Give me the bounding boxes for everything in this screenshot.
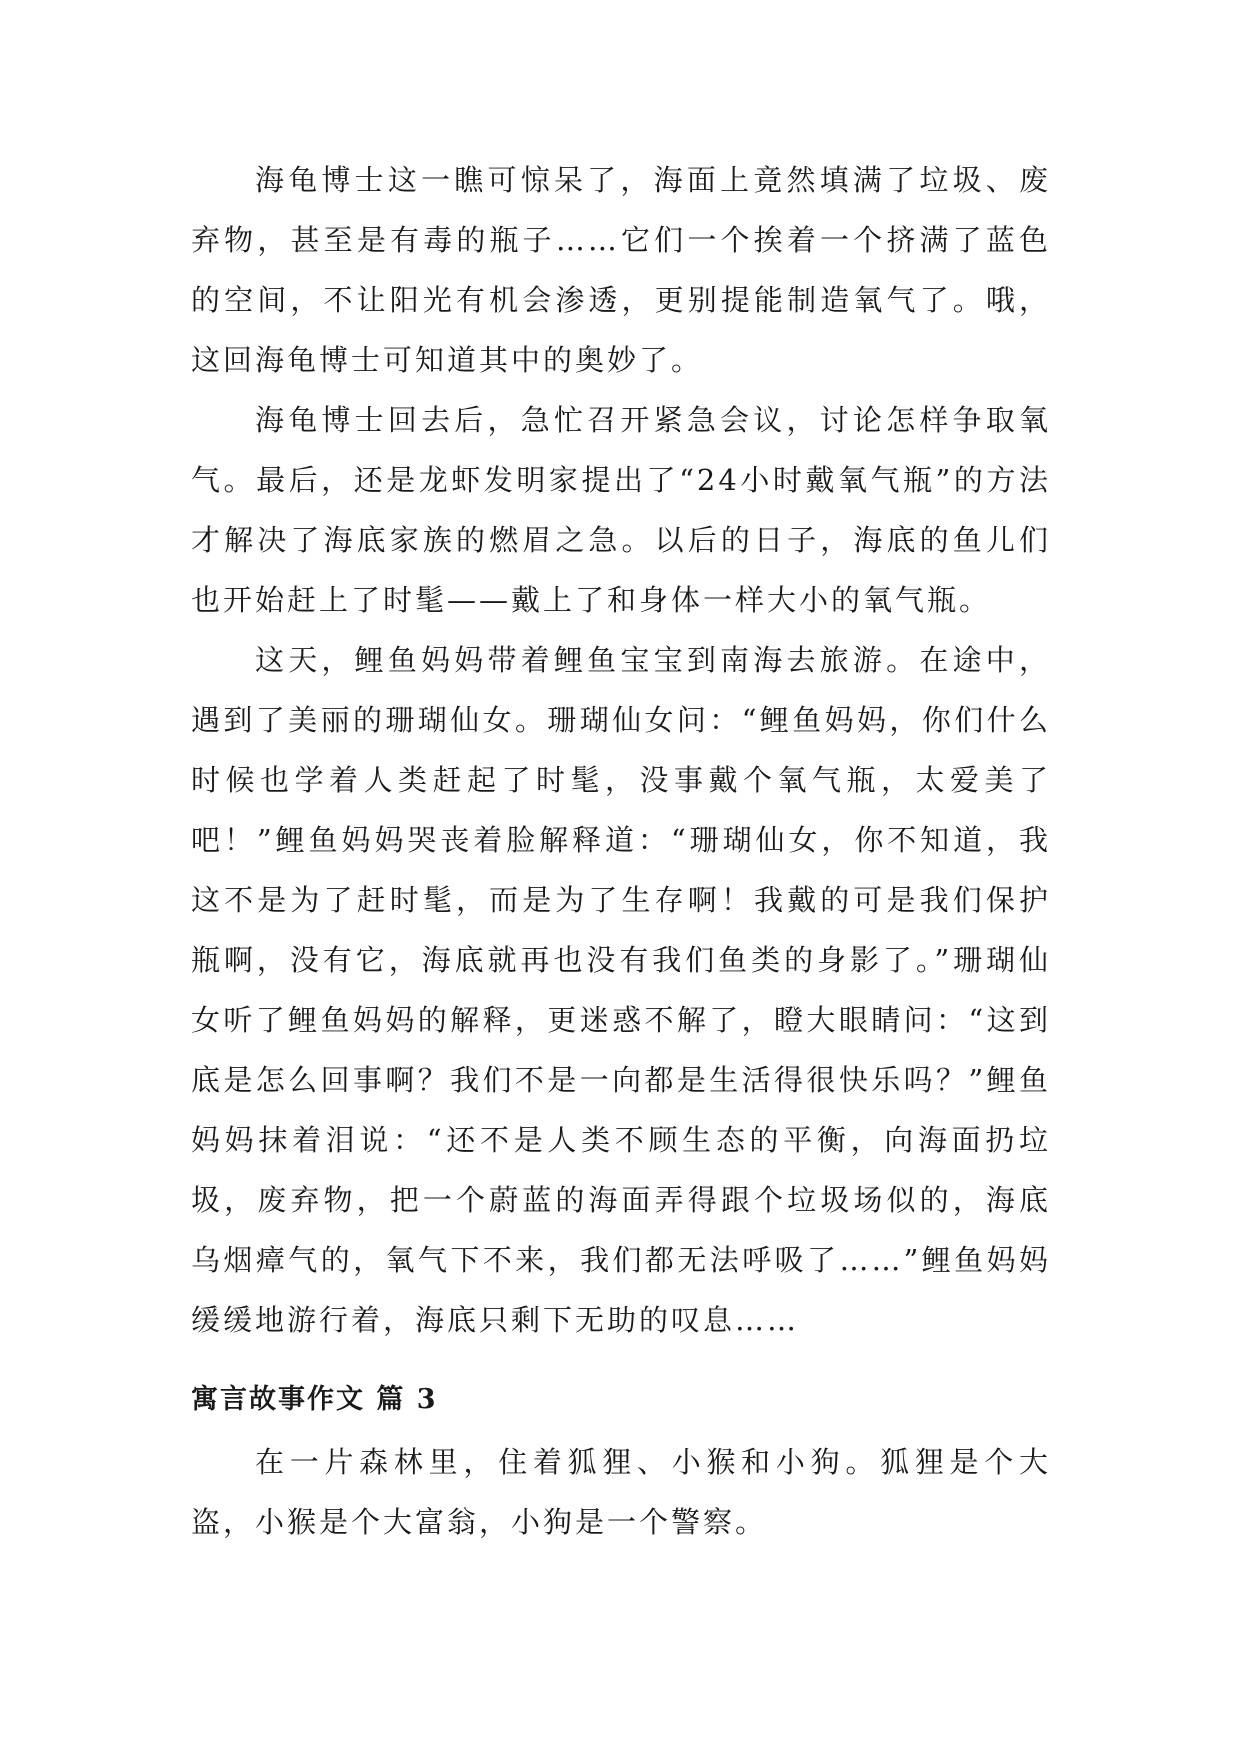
paragraph-forest-intro: 在一片森林里，住着狐狸、小猴和小狗。狐狸是个大盗，小猴是个大富翁，小狗是一个警察。 [191, 1445, 1051, 1539]
paragraph-oxygen-bottle-solution: 海龟博士回去后，急忙召开紧急会议，讨论怎样争取氧气。最后，还是龙虾发明家提出了“24小时戴氧气瓶”的方法才解决了海底家族的燃眉之急。以后的日子，海底的鱼儿们也开始赶上了时髦——戴上了和身体一样大小的氧气瓶。 [191, 403, 1051, 617]
story-body [191, 150, 1051, 1350]
paragraph-carp-mother-travel: 这天，鲤鱼妈妈带着鲤鱼宝宝到南海去旅游。在途中，遇到了美丽的珊瑚仙女。珊瑚仙女问：“鲤鱼妈妈，你们什么时候也学着人类赶起了时髦，没事戴个氧气瓶，太爱美了吧！”鲤鱼妈妈哭丧着脸解释道：“珊瑚仙女，你不知道，我这不是为了赶时髦，而是为了生存啊！我戴的可是我们保护瓶啊，没有它，海底就再也没有我们鱼类的身影了。”珊瑚仙女听了鲤鱼妈妈的解释，更迷惑不解了，瞪大眼睛问：“这到底是怎么回事啊？我们不是一向都是生活得很快乐吗？”鲤鱼妈妈抹着泪说：“还不是人类不顾生态的平衡，向海面扔垃圾，废弃物，把一个蔚蓝的海面弄得跟个垃圾场似的，海底乌烟瘴气的，氧气下不来，我们都无法呼吸了……”鲤鱼妈妈缓缓地游行着，海底只剩下无助的叹息…… [191, 643, 1051, 1337]
section-heading: 寓言故事作文 篇 3 [191, 1384, 438, 1415]
paragraph-sea-turtle-discovery: 海龟博士这一瞧可惊呆了，海面上竟然填满了垃圾、废弃物，甚至是有毒的瓶子……它们一个挨着一个挤满了蓝色的空间，不让阳光有机会渗透，更别提能制造氧气了。哦，这回海龟博士可知道其中的奥妙了。 [191, 163, 1051, 377]
section-body [191, 1432, 1051, 1552]
